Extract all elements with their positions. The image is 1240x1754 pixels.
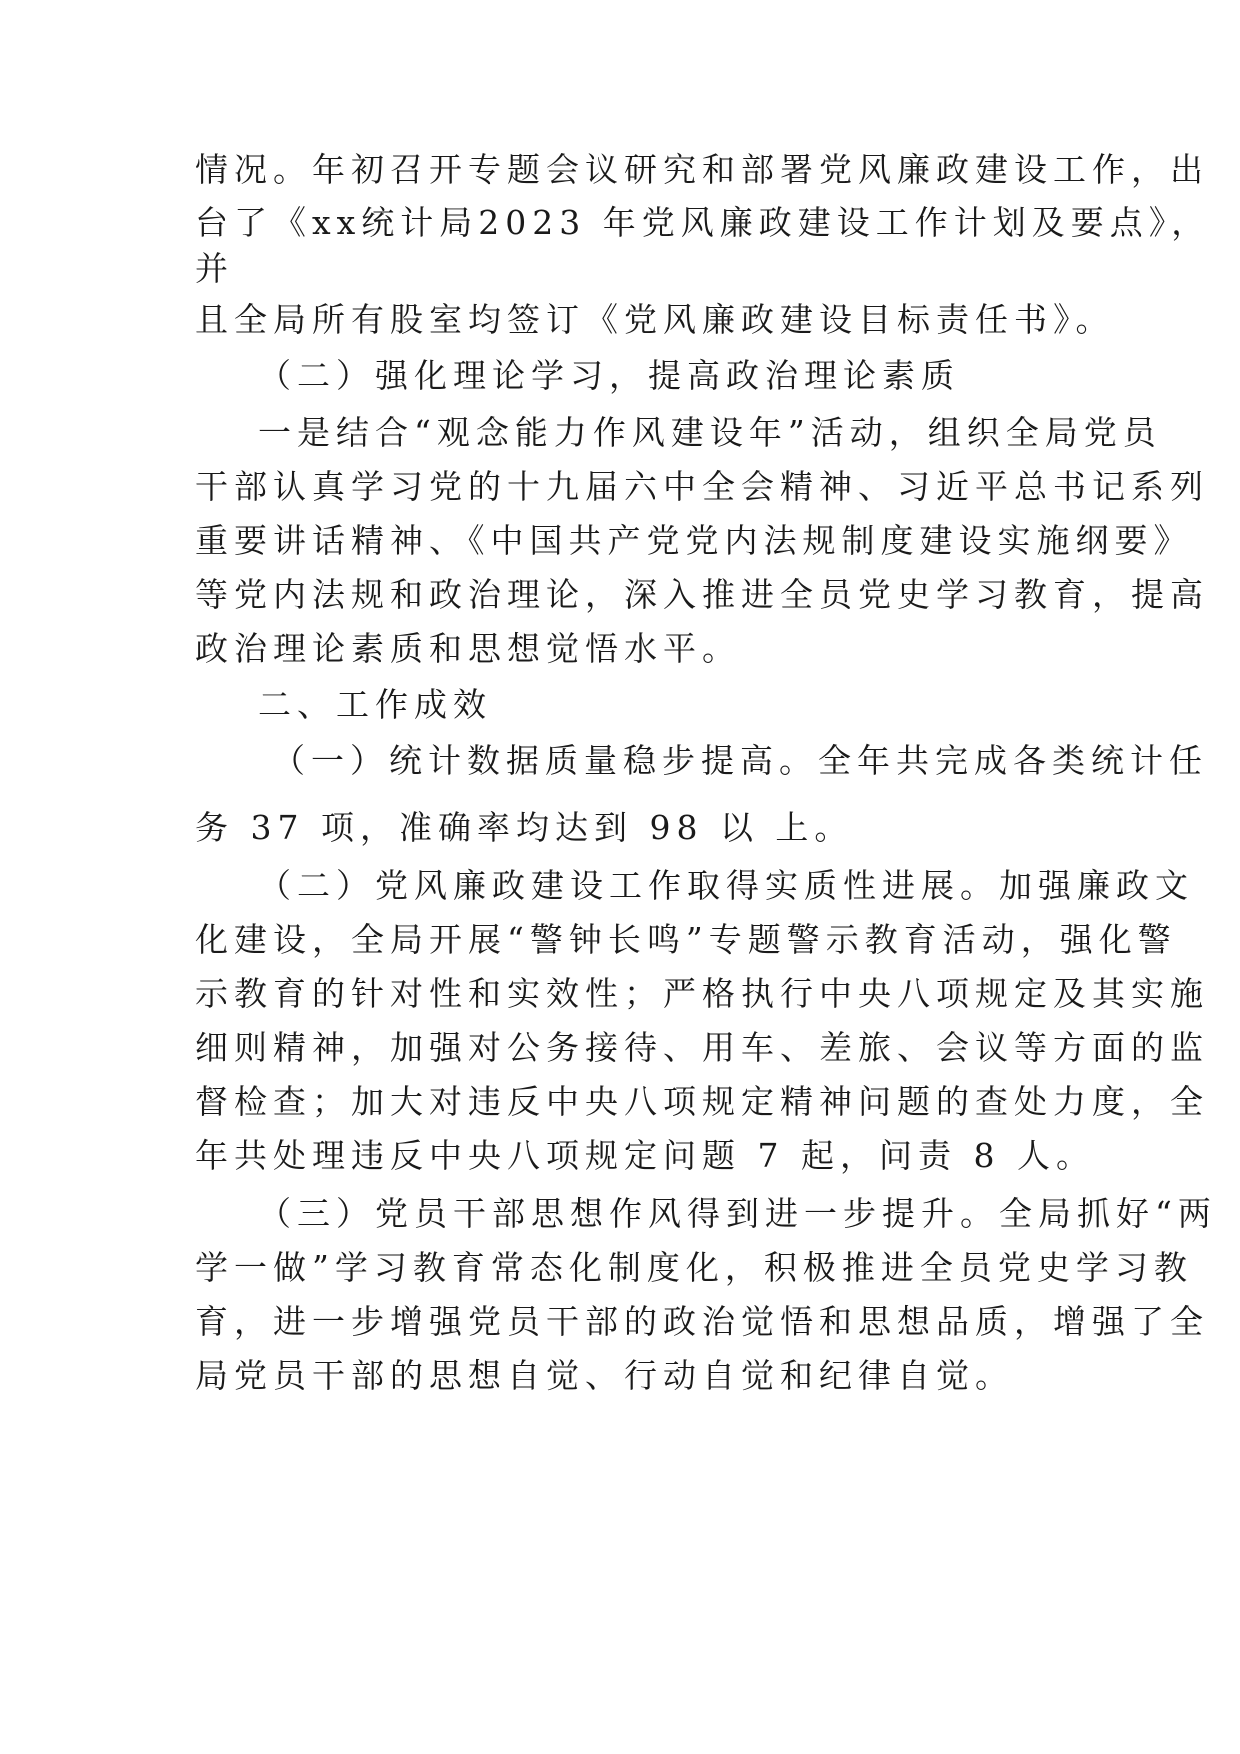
- text-line: 育，进一步增强党员干部的政治觉悟和思想品质，增强了全: [195, 1302, 1209, 1341]
- text-line: 政治理论素质和思想觉悟水平。: [195, 629, 741, 668]
- text-line: 化建设，全局开展“警钟长鸣”专题警示教育活动，强化警: [195, 920, 1177, 959]
- text-line: （三）党员干部思想作风得到进一步提升。全局抓好“两: [258, 1194, 1217, 1233]
- text-line: 督检查；加大对违反中央八项规定精神问题的查处力度，全: [195, 1082, 1209, 1121]
- text-line: 重要讲话精神、《中国共产党党内法规制度建设实施纲要》: [195, 521, 1193, 560]
- text-line: （一）统计数据质量稳步提高。全年共完成各类统计任: [272, 741, 1208, 780]
- text-line: （二）党风廉政建设工作取得实质性进展。加强廉政文: [258, 866, 1194, 905]
- text-line: 一是结合“观念能力作风建设年”活动，组织全局党员: [258, 413, 1162, 452]
- text-line: 情况。年初召开专题会议研究和部署党风廉政建设工作，出: [195, 150, 1209, 189]
- text-line: 示教育的针对性和实效性；严格执行中央八项规定及其实施: [195, 974, 1209, 1013]
- text-line: 且全局所有股室均签订《党风廉政建设目标责任书》。: [195, 300, 1115, 339]
- section-heading: （二）强化理论学习，提高政治理论素质: [258, 356, 960, 395]
- text-line: 局党员干部的思想自觉、行动自觉和纪律自觉。: [195, 1356, 1014, 1395]
- text-line: 干部认真学习党的十九届六中全会精神、习近平总书记系列: [195, 467, 1209, 506]
- text-line: 等党内法规和政治理论，深入推进全员党史学习教育，提高: [195, 575, 1209, 614]
- text-line: 细则精神，加强对公务接待、用车、差旅、会议等方面的监: [195, 1028, 1209, 1067]
- section-heading: 二、工作成效: [258, 685, 492, 724]
- text-line: 年共处理违反中央八项规定问题 7 起，问责 8 人。: [195, 1136, 1095, 1175]
- text-line: 务 37 项，准确率均达到 98 以 上。: [195, 808, 854, 847]
- text-line: 台了《xx统计局2023 年党风廉政建设工作计划及要点》，: [195, 203, 1211, 242]
- text-line: 并: [195, 249, 234, 288]
- text-line: 学一做”学习教育常态化制度化，积极推进全员党史学习教: [195, 1248, 1193, 1287]
